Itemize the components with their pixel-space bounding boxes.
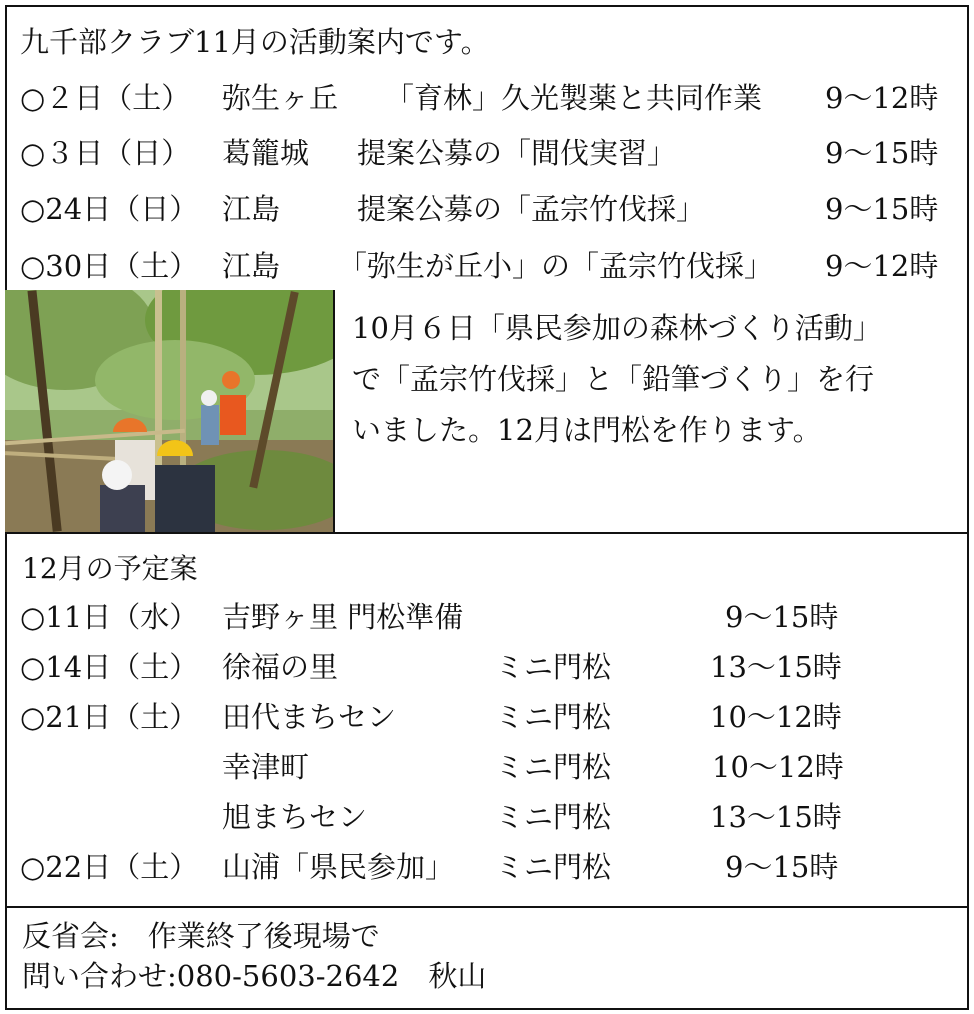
nov-row-1-time: 9～12時 [825, 81, 939, 115]
december-heading: 12月の予定案 [22, 552, 198, 585]
dec-row-2-place: 徐福の里 [222, 650, 339, 684]
report-line-2: で「孟宗竹伐採」と「鉛筆づくり」を行 [352, 362, 875, 396]
dec-row-5-place: 旭まちセン [222, 800, 368, 834]
nov-row-3-time: 9～15時 [825, 192, 939, 226]
meeting-note: 反省会: 作業終了後現場で [22, 919, 380, 953]
nov-row-2-time: 9～15時 [825, 136, 939, 170]
dec-row-5-time: 13～15時 [710, 800, 842, 834]
dec-row-2-day: ○14日（土） [20, 650, 199, 684]
dec-row-3-day: ○21日（土） [20, 700, 199, 734]
dec-row-1-place: 吉野ヶ里 門松準備 [222, 600, 464, 634]
nov-row-3-activity: 提案公募の「孟宗竹伐採」 [357, 192, 706, 226]
report-line-1: 10月６日「県民参加の森林づくり活動」 [352, 311, 882, 345]
dec-row-3-activity: ミニ門松 [495, 700, 612, 734]
dec-row-4-activity: ミニ門松 [495, 750, 612, 784]
dec-row-1-day: ○11日（水） [20, 600, 199, 634]
dec-row-6-activity: ミニ門松 [495, 850, 612, 884]
nov-row-2-place: 葛籠城 [222, 136, 310, 170]
november-heading: 九千部クラブ11月の活動案内です。 [20, 25, 490, 59]
nov-row-4-time: 9～12時 [825, 249, 939, 283]
dec-row-6-time: 9～15時 [725, 850, 839, 884]
nov-row-1-place: 弥生ヶ丘 [222, 81, 339, 115]
nov-row-4-place: 江島 [222, 249, 281, 283]
nov-row-4-day: ○30日（土） [20, 249, 199, 283]
contact-info: 問い合わせ:080-5603-2642 秋山 [22, 959, 487, 993]
dec-row-2-time: 13～15時 [710, 650, 842, 684]
dec-row-3-time: 10～12時 [710, 700, 842, 734]
nov-row-1-activity: 「育林」久光製薬と共同作業 [385, 81, 763, 115]
nov-row-3-place: 江島 [222, 192, 281, 226]
dec-row-3-place: 田代まちセン [222, 700, 397, 734]
dec-row-6-place: 山浦「県民参加」 [222, 850, 455, 884]
nov-row-4-activity: 「弥生が丘小」の「孟宗竹伐採」 [338, 249, 774, 283]
dec-row-2-activity: ミニ門松 [495, 650, 612, 684]
report-line-3: いました。12月は門松を作ります。 [352, 413, 822, 447]
nov-row-2-day: ○３日（日） [20, 136, 191, 170]
dec-row-4-time: 10～12時 [712, 750, 844, 784]
nov-row-1-day: ○２日（土） [20, 81, 191, 115]
nov-row-3-day: ○24日（日） [20, 192, 199, 226]
dec-row-6-day: ○22日（土） [20, 850, 199, 884]
dec-row-5-activity: ミニ門松 [495, 800, 612, 834]
forest-activity-photo [5, 290, 335, 532]
dec-row-4-place: 幸津町 [222, 750, 310, 784]
nov-row-2-activity: 提案公募の「間伐実習」 [357, 136, 677, 170]
dec-row-1-time: 9～15時 [725, 600, 839, 634]
